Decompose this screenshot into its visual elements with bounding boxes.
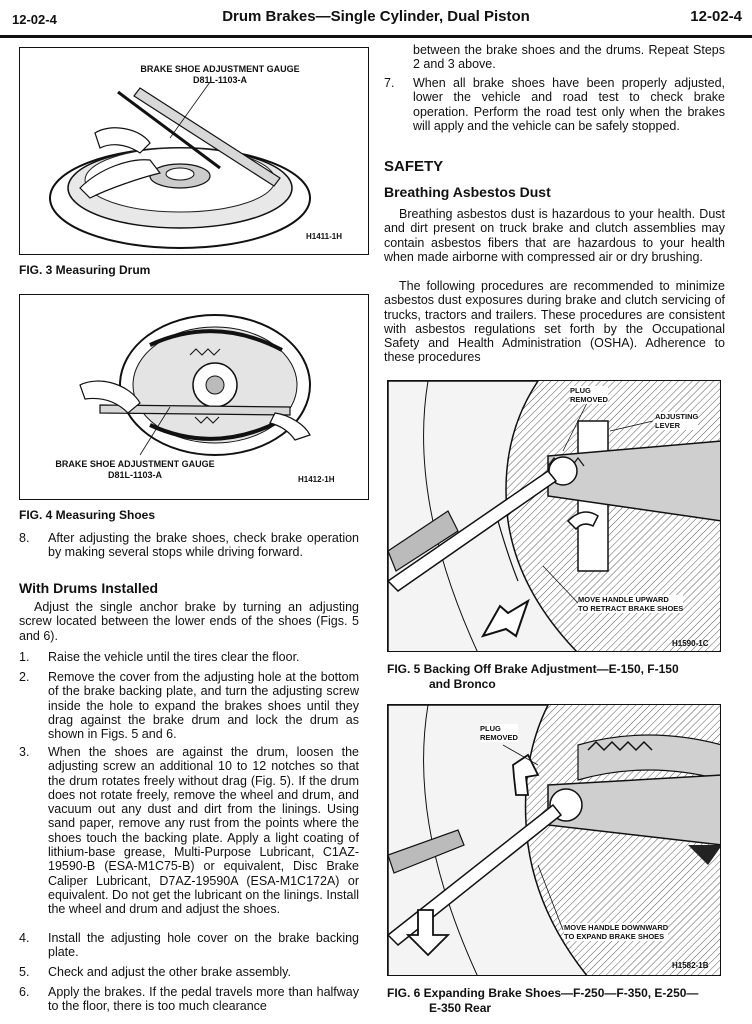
page-number-left: 12-02-4 [12, 12, 57, 27]
step-text: When all brake shoes have been properly adjusted, lower the vehicle and road test to check brake operation. Perform the road test only when the brakes will apply and the vehicle can be safely stopped. [413, 76, 725, 133]
expanding-brake-shoes-illustration [388, 705, 721, 976]
step-text: Remove the cover from the adjusting hole at the bottom of the brake backing plate, and turn the adjusting screw inside the hole to expand the brakes shoes until they drag against the brake drum and lock the drum as shown in Figs. 5 and 6. [48, 670, 359, 742]
step-number: 3. [19, 745, 30, 759]
step-5 [19, 965, 359, 981]
asbestos-paragraph-1: Breathing asbestos dust is hazardous to your health. Dust and dirt present on truck brake and clutch assemblies may contain asbestos fibers that are hazardous to your health when made airborne with compressed air or dry brushing. [384, 207, 725, 264]
fig6-code: H1582-1B [672, 961, 709, 970]
figure-3 [19, 47, 369, 255]
step-7 [384, 76, 725, 148]
fig4-caption: FIG. 4 Measuring Shoes [19, 508, 156, 522]
fig3-caption: FIG. 3 Measuring Drum [19, 263, 151, 277]
step-number: 5. [19, 965, 30, 979]
step-number: 1. [19, 650, 30, 664]
step-text: Check and adjust the other brake assembly. [48, 965, 291, 979]
continued-text: between the brake shoes and the drums. Repeat Steps 2 and 3 above. [413, 43, 725, 72]
step-3 [19, 745, 359, 925]
asbestos-heading: Breathing Asbestos Dust [384, 184, 551, 200]
step-number: 8. [19, 531, 30, 545]
step-4 [19, 931, 359, 961]
step-number: 6. [19, 985, 30, 999]
figure-6 [387, 704, 721, 976]
fig5-plug-label: PLUG REMOVED [570, 386, 608, 404]
figure-5 [387, 380, 721, 652]
intro-paragraph: Adjust the single anchor brake by turning an adjusting screw located between the lower ends of the shoes (Figs. 5 and 6). [19, 600, 359, 643]
step-1 [19, 650, 359, 666]
asbestos-paragraph-2: The following procedures are recommended to minimize asbestos dust exposures during brake and clutch servicing of trucks, tractors and trailers. These procedures are consistent with asbestos regulations set forth by the Occupational Safety and Health Administration (OSHA). Adherence to these procedures [384, 279, 725, 365]
fig3-label: BRAKE SHOE ADJUSTMENT GAUGE D81L-1103-A [140, 64, 300, 85]
step-2 [19, 670, 359, 742]
fig4-label: BRAKE SHOE ADJUSTMENT GAUGE D81L-1103-A [55, 459, 215, 480]
step-text: After adjusting the brake shoes, check brake operation by making several stops while driving forward. [48, 531, 359, 560]
fig4-code: H1412-1H [298, 475, 335, 484]
step-number: 4. [19, 931, 30, 945]
fig3-code: H1411-1H [306, 232, 343, 241]
fig6-caption: FIG. 6 Expanding Brake Shoes—F-250—F-350, E-250— E-350 Rear [387, 986, 699, 1015]
step-text: Install the adjusting hole cover on the brake backing plate. [48, 931, 359, 960]
fig5-caption: FIG. 5 Backing Off Brake Adjustment—E-150, F-150 and Bronco [387, 662, 679, 691]
page-number-right: 12-02-4 [690, 8, 742, 25]
step-6 [19, 985, 359, 1017]
fig6-plug-label: PLUG REMOVED [480, 724, 518, 742]
section-heading-drums-installed: With Drums Installed [19, 580, 159, 596]
fig5-lever-label: ADJUSTING LEVER [655, 412, 699, 430]
step-text: When the shoes are against the drum, loosen the adjusting screw an additional 10 to 12 notches so that the drum rotates freely without drag (Fig. 5). If the drum does not rotate freely, remove the wheel and drum, and vacuum out any dust and dirt from the linings. Using sand paper, remove any rust from the points where the shoes touch the backing plate. Apply a light coating of lithium-base grease, Multi-Purpose Lubricant, C1AZ-19590-B (ESA-M1C75-B) or equivalent, Disc Brake Caliper Lubricant, D7AZ-19590A (ESA-M1C172A) or equivalent. Do not get the lubricant on the linings. Install the wheel and drum and adjust the shoes. [48, 745, 359, 917]
figure-4 [19, 294, 369, 500]
fig5-code: H1590-1C [672, 639, 709, 648]
step-text: Raise the vehicle until the tires clear the floor. [48, 650, 300, 664]
step-number: 7. [384, 76, 395, 90]
step-number: 2. [19, 670, 30, 684]
fig6-move-label: MOVE HANDLE DOWNWARD TO EXPAND BRAKE SHOES [564, 923, 669, 941]
fig5-move-label: MOVE HANDLE UPWARD TO RETRACT BRAKE SHOES [578, 595, 684, 613]
page-title: Drum Brakes—Single Cylinder, Dual Piston [222, 8, 530, 25]
page-header [0, 0, 752, 38]
step-text: Apply the brakes. If the pedal travels more than halfway to the floor, there is too much clearance [48, 985, 359, 1014]
safety-heading: SAFETY [384, 158, 444, 175]
step-8 [19, 531, 359, 575]
